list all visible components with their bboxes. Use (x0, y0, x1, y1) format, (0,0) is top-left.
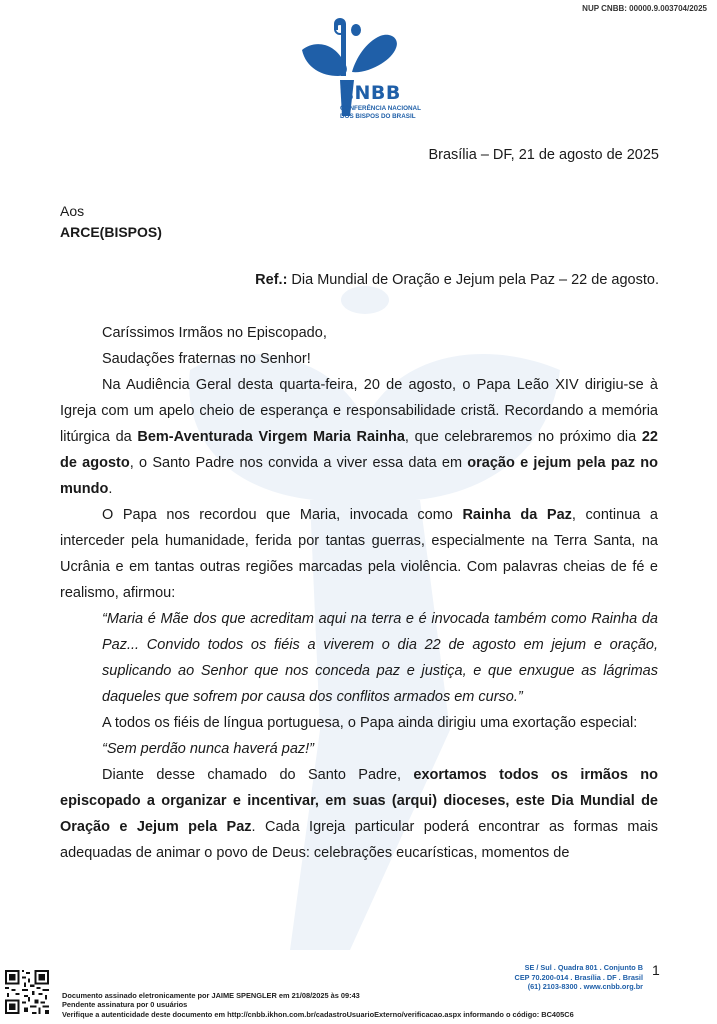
logo-text (340, 82, 421, 120)
address-line-1: SE / Sul . Quadra 801 . Conjunto B (524, 963, 643, 972)
p1-bold-f: oração e jejum pela paz no mundo (60, 455, 658, 497)
p4-text-c: . Cada Igreja particular poderá encontrar as formas mais adequadas de animar o povo de Deus: celebrações eucarísticas, momentos de (60, 819, 658, 861)
greeting-2: Saudações fraternas no Senhor! (102, 351, 311, 367)
p1-text-a: Na Audiência Geral desta quarta-feira, 20 de agosto, o Papa Leão XIV dirigiu-se à Igreja com um apelo cheio de esperança e responsabilidade cristã. Recordando a memória litúrgica da (60, 377, 658, 445)
logo-subtitle-1: CONFERÊNCIA NACIONAL (340, 105, 421, 112)
p2-text-c: , continua a interceder pela humanidade, ferida por tantas guerras, especialmente na Terra Santa, na Ucrânia e em tantas outras regiões marcadas pela violência. Com palavras cheias de fé e realismo, afirmou: (60, 507, 658, 601)
quote-2: “Sem perdão nunca haverá paz!” (102, 741, 314, 757)
ref-text: Dia Mundial de Oração e Jejum pela Paz – 22 de agosto. (287, 272, 659, 288)
ref-label: Ref.: (255, 272, 288, 288)
logo-subtitle-2: DOS BISPOS DO BRASIL (340, 113, 416, 120)
greeting-1: Caríssimos Irmãos no Episcopado, (102, 325, 327, 341)
address-line-3: (61) 2103-8300 . www.cnbb.org.br (527, 982, 643, 991)
letter-body (60, 320, 658, 866)
p4-bold-b: exortamos todos os irmãos no episcopado a organizar e incentivar, em suas (arqui) dioceses, este Dia Mundial de Oração e Jejum pela Paz (60, 767, 658, 835)
reference-line (255, 272, 659, 288)
p1-text-c: , que celebraremos no próximo dia (404, 429, 642, 445)
paragraph-2 (60, 502, 658, 606)
paragraph-4 (60, 762, 658, 866)
p1-text-g: . (108, 481, 113, 497)
recipient: ARCE(BISPOS) (60, 224, 162, 240)
paragraph-1 (60, 372, 658, 502)
paragraph-3: A todos os fiéis de língua portuguesa, o Papa ainda dirigiu uma exortação especial: (102, 715, 638, 731)
logo-acronym: CNBB (340, 82, 401, 104)
p1-bold-b: Bem-Aventurada Virgem Maria Rainha (137, 429, 405, 445)
signature-footer (62, 991, 574, 1019)
p1-bold-d: 22 de agosto (60, 429, 658, 471)
quote-1: “Maria é Mãe dos que acreditam aqui na terra e é invocada também como Rainha da Paz... Convido todos os fiéis a viverem o dia 22 de agosto em jejum e oração, suplicando ao Senhor que nos conceda paz e justiça, e que enxugue as lágrimas daqueles que sofrem por causa dos conflitos armados em curso.” (102, 611, 658, 705)
qr-code-icon[interactable] (5, 970, 49, 1014)
page-number: 1 (652, 962, 660, 978)
address-block (515, 963, 643, 992)
salutation-to: Aos (60, 203, 85, 219)
p2-bold-b: Rainha da Paz (462, 507, 572, 523)
verification-text[interactable]: Verifique a autenticidade deste documento em http://cnbb.ikhon.com.br/cadastroUsuarioExterno/verificacao.aspx informando o código: BC405C6 (62, 1009, 574, 1019)
p1-text-e: , o Santo Padre nos convida a viver essa data em (129, 455, 468, 471)
address-line-2: CEP 70.200-014 . Brasília . DF . Brasil (514, 972, 643, 982)
pending-signatures-text: Pendente assinatura por 0 usuários (62, 1000, 188, 1010)
p4-text-a: Diante desse chamado do Santo Padre, (102, 767, 414, 783)
p2-text-a: O Papa nos recordou que Maria, invocada como (102, 507, 463, 523)
nup-number: NUP CNBB: 00000.9.003704/2025 (582, 4, 707, 13)
letter-date: Brasília – DF, 21 de agosto de 2025 (428, 147, 659, 163)
signed-by-text: Documento assinado eletronicamente por JAIME SPENGLER em 21/08/2025 às 09:43 (62, 991, 360, 1000)
